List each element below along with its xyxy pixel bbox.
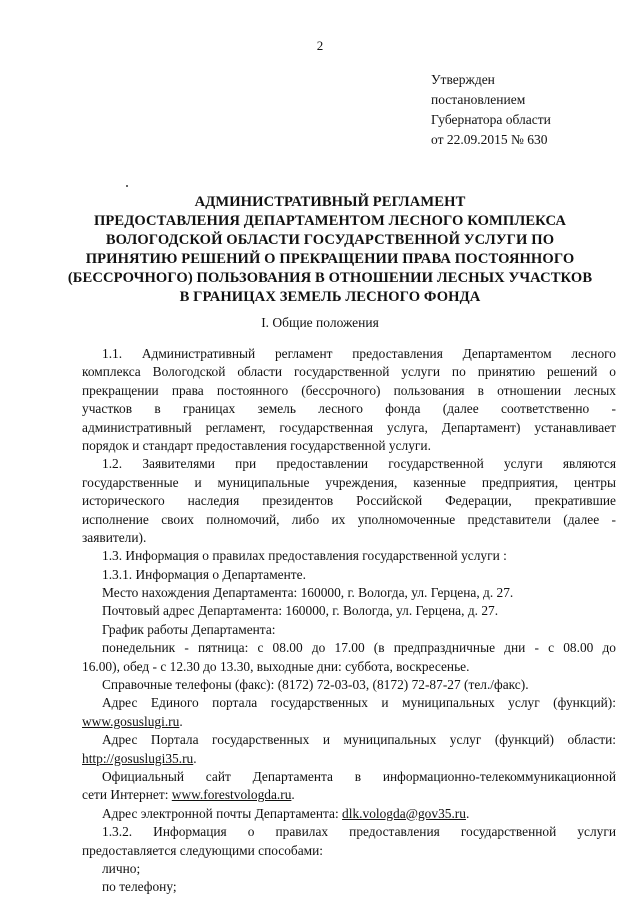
gosuslugi-link[interactable]: www.gosuslugi.ru [82, 713, 180, 729]
gosuslugi35-link[interactable]: http://gosuslugi35.ru [82, 750, 194, 766]
paragraph-line: График работы Департамента: [102, 621, 276, 637]
inline-text: сети Интернет: [82, 787, 172, 803]
paragraph-line: лично; [102, 860, 141, 876]
paragraph-line: 1.3.1. Информация о Департаменте. [102, 566, 306, 582]
paragraph-line: 1.2. Заявителями при предоставлении государственной услуги являются [102, 456, 616, 472]
paragraph-line [82, 786, 616, 804]
paragraph-line: комплекса Вологодской области государственной услуги по принятию решений о [82, 364, 616, 380]
approval-line: от 22.09.2015 № 630 [431, 132, 548, 147]
forestvologda-link[interactable]: www.forestvologda.ru [171, 787, 292, 803]
title-line: АДМИНИСТРАТИВНЫЙ РЕГЛАМЕНТ [194, 194, 466, 210]
paragraph-line [82, 750, 616, 768]
title-line: (БЕССРОЧНОГО) ПОЛЬЗОВАНИЯ В ОТНОШЕНИИ ЛЕСНЫХ УЧАСТКОВ [67, 270, 593, 286]
punctuation: . [179, 713, 183, 729]
document-body [82, 345, 616, 897]
paragraph-line: исторического наследия президентов Российской Федерации, прекратившие [82, 493, 616, 509]
paragraph-line: исполнение своих полномочий, либо их уполномоченные представители (далее - [82, 511, 616, 527]
paragraph-line: Место нахождения Департамента: 160000, г. Вологда, ул. Герцена, д. 27. [102, 585, 514, 601]
paragraph-line: порядок и стандарт предоставления государственной услуги. [82, 437, 431, 453]
paragraph-line: 1.3. Информация о правилах предоставления государственной услуги : [102, 548, 507, 564]
scan-artifact-dot [126, 185, 128, 187]
paragraph-line: предоставляется следующими способами: [82, 842, 324, 858]
paragraph-line: Адрес Единого портала государственных и муниципальных услуг (функций): [102, 695, 616, 711]
paragraph-line: понедельник - пятница: с 08.00 до 17.00 (в предпраздничные дни - с 08.00 до [102, 640, 616, 656]
punctuation: . [465, 805, 470, 821]
punctuation: . [193, 750, 197, 766]
paragraph-line: административный регламент, государственная услуга, Департамент) устанавливает [82, 419, 616, 435]
title-line: ВОЛОГОДСКОЙ ОБЛАСТИ ГОСУДАРСТВЕННОЙ УСЛУГИ ПО [105, 232, 555, 248]
paragraph-line: 1.1. Административный регламент предоставления Департаментом лесного [102, 346, 616, 361]
page-number: 2 [316, 38, 324, 53]
punctuation: . [291, 787, 295, 803]
inline-text: Адрес электронной почты Департамента: [102, 805, 343, 821]
paragraph-line: Адрес Портала государственных и муниципальных услуг (функций) области: [102, 732, 616, 748]
paragraph-line: 1.3.2. Информация о правилах предоставления государственной услуги [102, 824, 616, 840]
title-line: ПРЕДОСТАВЛЕНИЯ ДЕПАРТАМЕНТОМ ЛЕСНОГО КОМПЛЕКСА [93, 213, 567, 229]
paragraph-line: заявители). [82, 529, 147, 545]
section-heading: I. Общие положения [261, 315, 379, 330]
paragraph-line: по телефону; [102, 879, 177, 895]
approval-line: Губернатора области [431, 112, 551, 127]
paragraph-line [82, 805, 616, 823]
approval-line: постановлением [431, 92, 526, 107]
title-line: В ГРАНИЦАХ ЗЕМЕЛЬ ЛЕСНОГО ФОНДА [179, 289, 481, 305]
email-link[interactable]: dlk.vologda@gov35.ru [342, 805, 466, 821]
paragraph-line: Почтовый адрес Департамента: 160000, г. Вологда, ул. Герцена, д. 27. [102, 603, 499, 619]
paragraph-line: государственные и муниципальные учреждения, казенные предприятия, центры [82, 474, 616, 490]
approval-line: Утвержден [431, 72, 495, 87]
paragraph-line: прекращении права постоянного (бессрочного) пользования в отношении лесных [82, 382, 616, 398]
paragraph-line: участков в границах земель лесного фонда (далее соответственно - [82, 401, 616, 417]
approval-stamp [431, 70, 551, 150]
paragraph-line [82, 713, 616, 731]
paragraph-line: Официальный сайт Департамента в информационно-телекоммуникационной [102, 768, 616, 784]
document-title [50, 193, 610, 307]
title-line: ПРИНЯТИЮ РЕШЕНИЙ О ПРЕКРАЩЕНИИ ПРАВА ПОСТОЯННОГО [85, 251, 575, 267]
paragraph-line: Справочные телефоны (факс): (8172) 72-03-03, (8172) 72-87-27 (тел./факс). [102, 677, 529, 693]
paragraph-line: 16.00), обед - с 12.30 до 13.30, выходные дни: суббота, воскресенье. [82, 658, 470, 674]
